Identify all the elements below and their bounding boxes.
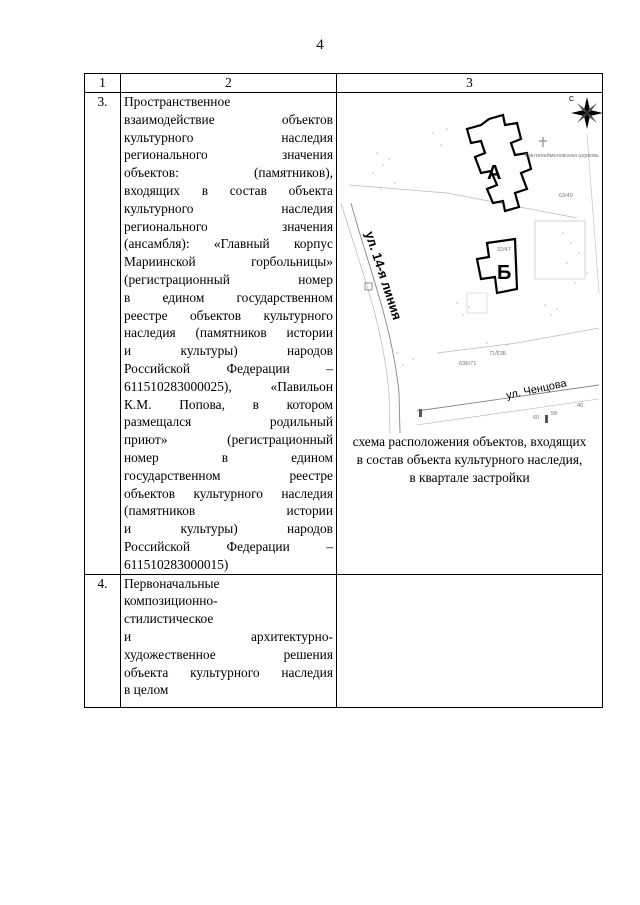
description-line: и культуры) народов [124,343,333,359]
map-label: 63Б/71 [459,361,477,367]
description-line: культурного наследия [124,129,333,145]
row-number: 3. [85,93,121,575]
description-line: Мариинской горбольницы» [124,254,333,270]
description-line: Пространственное [124,94,231,109]
map-cell [337,93,603,575]
marker-icon [419,409,422,417]
street-name-14: ул. 14-я линия [362,229,405,322]
description-line: Первоначальные [124,575,220,591]
description-line: и культуры) народов [124,521,333,537]
church-label: Пантелеймоновская церковь [525,153,599,159]
description-line: 611510283000015) [124,556,229,572]
description-line: Российской Федерации – [124,538,333,554]
description-line: регионального значения [124,147,333,163]
row-description [121,93,337,575]
building-b-label: Б [497,262,512,284]
north-label: С [569,96,575,103]
description-line: художественное решения [124,646,333,662]
description-line: (памятников истории [124,503,333,519]
page-number: 4 [316,37,324,53]
church-icon [539,137,547,147]
description-line: регионального значения [124,218,333,234]
description-line: входящих в состав объекта [124,182,333,198]
description-line: стилистическое [124,611,214,627]
row-description [121,574,337,707]
header-col-2: 2 [121,74,337,93]
description-line: в едином государственном [124,289,333,305]
table-row [85,574,603,707]
marker-icon [545,415,548,423]
header-col-3: 3 [337,74,603,93]
description-line: и архитектурно- [124,628,333,644]
description-line: объектов: (памятников), [124,165,333,181]
description-line: государственном реестре [124,467,333,483]
table-row [85,93,603,575]
description-line: культурного наследия [124,200,333,216]
building-a-label: А [487,162,502,184]
row-number: 4. [85,574,121,707]
description-line: объектов культурного наследия [124,485,333,501]
description-line: К.М. Попова, в котором [124,396,333,412]
row-empty-cell [337,574,603,707]
description-line: 611510283000025), «Павильон [124,378,333,394]
map-label: 71/63Б [489,351,507,357]
description-line: объекта культурного наследия [124,664,333,680]
description-line: наследия (памятников истории [124,325,333,341]
description-line: (регистрационный номер [124,271,333,287]
description-line: в целом [124,682,169,698]
heritage-table [84,73,603,708]
map-label: 32/47 [497,247,511,253]
description-line: размещался родильный [124,414,333,430]
location-map [337,93,602,433]
description-line: взаимодействие объектов [124,111,333,127]
description-line: номер в едином [124,449,333,465]
map-caption [337,433,602,486]
map-label: 60 [533,415,540,421]
map-scheme [337,93,603,433]
header-col-1: 1 [85,74,121,93]
description-line: Российской Федерации – [124,360,333,376]
table-header-row [85,74,603,93]
description-line: (ансамбля): «Главный корпус [124,236,333,252]
street-name-chentsova: ул. Ченцова [505,377,568,402]
description-line: реестре объектов культурного [124,307,333,323]
caption-line: в квартале застройки [409,469,530,485]
map-label: 63/49 [559,193,573,199]
map-label: 40 [577,403,584,409]
caption-line: в состав объекта культурного наследия, [356,451,583,467]
caption-line: схема расположения объектов, входящих [352,434,587,449]
bus-stop-icon [365,283,372,290]
description-line: приют» (регистрационный [124,432,333,448]
description-line: композиционно- [124,593,218,609]
compass-icon [571,97,603,129]
map-label: 58 [551,411,558,417]
